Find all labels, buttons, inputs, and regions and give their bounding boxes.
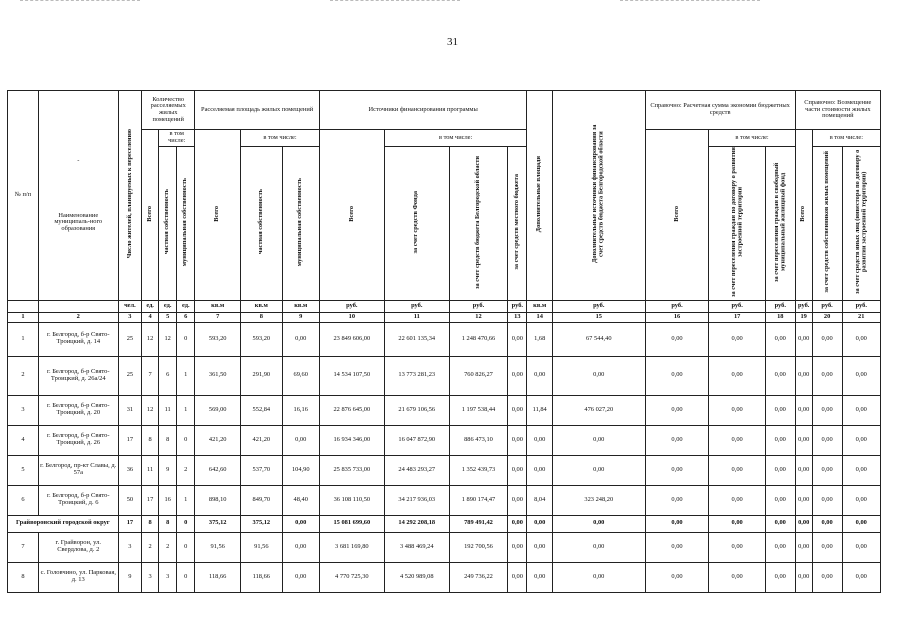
table-row [8,532,881,562]
table-cell: 16,16 [282,395,319,425]
area-municipal-header [282,147,319,301]
table-row [8,356,881,395]
table-cell: 0,00 [765,356,795,395]
unit-cell: кв.м [241,300,283,312]
table-cell: 12 [142,395,159,425]
unit-cell: руб. [384,300,449,312]
table-row [8,485,881,515]
table-cell: 9 [159,455,177,485]
rooms-total-label: Всего [145,205,153,222]
table-cell: 8 [159,425,177,455]
col-residents-header [118,91,141,301]
fin-fund-header [384,147,449,301]
table-cell: 24 483 293,27 [384,455,449,485]
table-cell: 2 [177,455,195,485]
cell-address: г. Белгород, б-р Свято-Троицкий, д. 26 [38,425,118,455]
table-cell: 0,00 [645,485,709,515]
table-cell: 50 [118,485,141,515]
table-cell: 91,56 [195,532,241,562]
table-cell: 118,66 [241,562,283,592]
table-cell: 0,00 [842,425,881,455]
subtotal-cell: 17 [118,515,141,532]
ref1-group-header: Справочно: Расчетная сумма экономии бюджетных средств [645,91,795,130]
table-cell: 0,00 [552,455,645,485]
rooms-group-header: Количество расселяемых жилых помещений [142,91,195,130]
table-cell: 0,00 [645,532,709,562]
table-cell: 0,00 [645,395,709,425]
table-cell: 0,00 [552,425,645,455]
table-cell: 67 544,40 [552,322,645,356]
table-row [8,322,881,356]
table-cell: 48,40 [282,485,319,515]
table-cell: 0,00 [795,455,812,485]
units-row [8,300,881,312]
table-cell: 1 [177,395,195,425]
table-cell: 0,00 [508,395,527,425]
table-cell: 291,90 [241,356,283,395]
table-cell: 0,00 [812,455,842,485]
col-number: 8 [241,312,283,322]
table-cell: 0,00 [795,425,812,455]
unit-cell: руб. [552,300,645,312]
area-group-header: Расселяемая площадь жилых помещений [195,91,320,130]
table-cell: 0,00 [527,562,553,592]
table-row [8,425,881,455]
scan-artifact-line [20,0,140,2]
table-cell: 12 [142,322,159,356]
rooms-private-label: частная собственность [163,189,171,255]
ref2-a-label: за счет средств собственников жилых помещений [822,151,830,293]
col-number: 3 [118,312,141,322]
col-number: 20 [812,312,842,322]
subtotal-cell: 0,00 [645,515,709,532]
cell-no: 4 [8,425,39,455]
table-cell: 7 [142,356,159,395]
unit-cell: ед. [177,300,195,312]
ref1-b-header [765,147,795,301]
table-cell: 0,00 [527,356,553,395]
table-cell: 0,00 [765,485,795,515]
finance-group-header: Источники финансирования программы [319,91,527,130]
table-cell: 0 [177,425,195,455]
col-number: 11 [384,312,449,322]
table-cell: 0,00 [795,322,812,356]
col-number: 15 [552,312,645,322]
ref1-total-label: Всего [672,205,680,222]
table-cell: 23 849 606,00 [319,322,384,356]
table-cell: 3 488 469,24 [384,532,449,562]
table-cell: 421,20 [241,425,283,455]
subtotal-cell: 0,00 [508,515,527,532]
table-cell: 0,00 [645,322,709,356]
table-cell: 0,00 [812,532,842,562]
table-cell: 9 [118,562,141,592]
table-cell: 2 [142,532,159,562]
fin-local-label: за счет средств местного бюджета [513,174,521,270]
col-number: 9 [282,312,319,322]
fin-local-header [508,147,527,301]
table-cell: 69,60 [282,356,319,395]
table-cell: 0,00 [795,532,812,562]
table-cell: 3 [159,562,177,592]
table-row [8,455,881,485]
column-number-row [8,312,881,322]
subtotal-cell: 0,00 [765,515,795,532]
table-cell: 898,10 [195,485,241,515]
table-cell: 0,00 [812,356,842,395]
subtotal-cell: 15 081 699,60 [319,515,384,532]
cell-address: г. Грайворон, ул. Свердлова, д. 2 [38,532,118,562]
rooms-incl-header: в том числе: [159,130,195,147]
table-cell: 1 248 470,66 [449,322,508,356]
table-cell: 11 [159,395,177,425]
unit-cell: руб. [812,300,842,312]
table-cell: 36 [118,455,141,485]
table-cell: 0,00 [795,395,812,425]
table-cell: 886 473,10 [449,425,508,455]
col-number: 4 [142,312,159,322]
subtotal-cell: 789 491,42 [449,515,508,532]
table-cell: 593,20 [195,322,241,356]
table-cell: 1 [177,356,195,395]
col-extra-area-header [527,91,553,301]
units-blank [8,300,39,312]
table-cell: 0,00 [842,356,881,395]
table-cell: 0,00 [842,395,881,425]
table-cell: 1 352 439,73 [449,455,508,485]
table-cell: 11 [142,455,159,485]
table-cell: 0,00 [645,425,709,455]
subtotal-cell: 0,00 [795,515,812,532]
extra-fin-label: Дополнительные источники финансирования за счет средств бюджета Белгородской области [591,124,605,264]
col-number: 6 [177,312,195,322]
col-number: 16 [645,312,709,322]
scan-artifact-line [620,0,760,2]
table-cell: 192 700,56 [449,532,508,562]
table-cell: 0,00 [552,532,645,562]
table-cell: 8 [142,425,159,455]
table-cell: 1 890 174,47 [449,485,508,515]
table-cell: 12 [159,322,177,356]
col-number: 10 [319,312,384,322]
table-cell: 361,50 [195,356,241,395]
unit-cell: кв.м [527,300,553,312]
table-cell: 0,00 [645,562,709,592]
subtotal-cell: 8 [142,515,159,532]
table-cell: 16 [159,485,177,515]
table-cell: 22 601 135,34 [384,322,449,356]
table-cell: 0,00 [812,425,842,455]
col-number: 5 [159,312,177,322]
table-cell: 21 679 106,56 [384,395,449,425]
table-cell: 11,84 [527,395,553,425]
ref2-a-header [812,147,842,301]
unit-cell: руб. [842,300,881,312]
table-cell: 0,00 [765,425,795,455]
table-cell: 569,00 [195,395,241,425]
table-cell: 0,00 [842,322,881,356]
col-mun-name-header [38,91,118,301]
unit-cell: руб. [645,300,709,312]
col-number: 7 [195,312,241,322]
table-cell: 36 108 110,50 [319,485,384,515]
table-cell: 3 [118,532,141,562]
rooms-private-header [159,147,177,301]
ref1-b-label: за счет переселения граждан в свободный муниципальный жилищный фонд [772,162,787,282]
area-private-header [241,147,283,301]
fin-incl-header: в том числе: [384,130,527,147]
rooms-municipal-label: муниципальная собственность [181,177,189,267]
table-cell: 0,00 [812,395,842,425]
table-cell: 760 826,27 [449,356,508,395]
units-blank [38,300,118,312]
subtotal-cell: 8 [159,515,177,532]
table-cell: 0 [177,532,195,562]
table-cell: 14 534 107,50 [319,356,384,395]
table-cell: 25 835 733,00 [319,455,384,485]
cell-address: г. Белгород, б-р Свято-Троицкий, д. 6 [38,485,118,515]
fin-fund-label: за счет средств Фонда [412,190,420,254]
col-number: 14 [527,312,553,322]
table-cell: 17 [142,485,159,515]
table-cell: 0,00 [842,455,881,485]
table-cell: 2 [159,532,177,562]
table-cell: 0,00 [709,425,765,455]
col-number: 1 [8,312,39,322]
cell-no: 8 [8,562,39,592]
subtotal-cell: 0,00 [812,515,842,532]
table-cell: 13 773 281,23 [384,356,449,395]
ref1-a-header [709,147,765,301]
table-cell: 0,00 [765,395,795,425]
col-number: 2 [38,312,118,322]
table-cell: 34 217 936,03 [384,485,449,515]
table-cell: 0,00 [765,532,795,562]
table-row [8,562,881,592]
table-cell: 593,20 [241,322,283,356]
resettlement-table [7,90,881,593]
table-cell: 0 [177,322,195,356]
table-cell: 16 047 872,90 [384,425,449,455]
cell-no: 3 [8,395,39,425]
table-cell: 25 [118,322,141,356]
table-cell: 0,00 [795,356,812,395]
table-cell: 22 876 645,00 [319,395,384,425]
unit-cell: руб. [508,300,527,312]
table-cell: 1 [177,485,195,515]
table-cell: 0,00 [812,562,842,592]
table-cell: 0,00 [812,322,842,356]
table-cell: 0,00 [842,532,881,562]
ref2-incl-header: в том числе: [812,130,880,147]
table-cell: 0,00 [795,485,812,515]
table-cell: 8,04 [527,485,553,515]
cell-no: 5 [8,455,39,485]
subtotal-cell: 14 292 208,18 [384,515,449,532]
area-total-label: Всего [213,205,221,222]
col-number: 18 [765,312,795,322]
extra-area-label: Дополнительные площади [535,155,543,233]
table-cell: 3 681 169,80 [319,532,384,562]
ref1-total-header [645,130,709,301]
table-row [8,395,881,425]
fin-region-label: за счет средств бюджета Белгородской области [474,155,482,289]
table-cell: 0,00 [282,532,319,562]
table-cell: 4 520 989,08 [384,562,449,592]
table-cell: 25 [118,356,141,395]
col-number: 13 [508,312,527,322]
table-cell: 0,00 [812,485,842,515]
col-number: 17 [709,312,765,322]
table-cell: 0,00 [282,322,319,356]
unit-cell: руб. [319,300,384,312]
subtotal-cell: 0,00 [527,515,553,532]
table-cell: 0,00 [508,322,527,356]
table-cell: 0,00 [527,455,553,485]
ref2-group-header: Справочно: Возмещение части стоимости жилых помещений [795,91,880,130]
table-cell: 0,00 [709,455,765,485]
fin-total-label: Всего [347,205,355,222]
table-cell: 0,00 [508,532,527,562]
page-number: 31 [447,36,458,48]
table-cell: 118,66 [195,562,241,592]
ref2-b-header [842,147,881,301]
unit-cell: руб. [765,300,795,312]
subtotal-cell: 0,00 [552,515,645,532]
table-cell: 1 197 538,44 [449,395,508,425]
table-cell: 642,60 [195,455,241,485]
table-cell: 0,00 [765,562,795,592]
unit-cell: ед. [159,300,177,312]
table-cell: 0 [177,562,195,592]
table-cell: 421,20 [195,425,241,455]
table-cell: 249 736,22 [449,562,508,592]
residents-label: Число жителей, планируемых к переселению [125,129,133,259]
cell-no: 1 [8,322,39,356]
subtotal-cell: 0,00 [282,515,319,532]
cell-no: 6 [8,485,39,515]
table-cell: 0,00 [508,356,527,395]
table-cell: 0,00 [508,455,527,485]
table-cell: 537,70 [241,455,283,485]
table-cell: 0,00 [709,322,765,356]
table-cell: 1,68 [527,322,553,356]
table-cell: 0,00 [709,356,765,395]
fin-total-header [319,130,384,301]
cell-no: 2 [8,356,39,395]
table-cell: 0,00 [645,455,709,485]
table-cell: 0,00 [508,485,527,515]
subtotal-cell: 0,00 [709,515,765,532]
rooms-municipal-header [177,147,195,301]
table-cell: 552,84 [241,395,283,425]
table-cell: 0,00 [709,532,765,562]
ref2-total-label: Всего [799,205,807,222]
ref2-b-label: за счет средств иных лиц (инвестора по договору о развитии застроенной территории) [853,149,868,295]
table-cell: 0,00 [709,395,765,425]
table-cell: 0,00 [645,356,709,395]
ref1-a-label: за счет переселения граждан по договору о развитии застроенной территории [729,147,744,297]
table-cell: 31 [118,395,141,425]
table-cell: 91,56 [241,532,283,562]
mun-name-label: Наименование муниципаль-ного образования [54,211,103,233]
table-cell: 0,00 [765,455,795,485]
table-cell: 17 [118,425,141,455]
unit-cell: руб. [795,300,812,312]
table-cell: 476 027,20 [552,395,645,425]
unit-cell: кв.м [282,300,319,312]
rooms-total-header [142,130,159,301]
table-cell: 849,70 [241,485,283,515]
subtotal-cell: 0,00 [842,515,881,532]
col-extra-fin-header [552,91,645,301]
table-cell: 0,00 [527,532,553,562]
table-cell: 4 770 725,30 [319,562,384,592]
table-cell: 323 248,20 [552,485,645,515]
unit-cell: кв.м [195,300,241,312]
unit-cell: руб. [709,300,765,312]
table-cell: 0,00 [527,425,553,455]
unit-cell: ед. [142,300,159,312]
area-municipal-label: муниципальная собственность [296,177,304,267]
district-name: Грайворонский городской округ [8,515,119,532]
table-cell: 0,00 [552,562,645,592]
col-number: 19 [795,312,812,322]
table-cell: 0,00 [282,562,319,592]
ref1-incl-header: в том числе: [709,130,795,147]
subtotal-cell: 0 [177,515,195,532]
subtotal-cell: 375,12 [195,515,241,532]
fin-region-header [449,147,508,301]
table-cell: 16 934 346,00 [319,425,384,455]
table-cell: 6 [159,356,177,395]
table-cell: 0,00 [842,485,881,515]
table-cell: 104,90 [282,455,319,485]
area-private-label: частная собственность [257,189,265,255]
cell-address: г. Белгород, б-р Свято-Троицкий, д. 20 [38,395,118,425]
area-total-header [195,130,241,301]
unit-cell: руб. [449,300,508,312]
table-cell: 0,00 [552,356,645,395]
table-cell: 0,00 [282,425,319,455]
subtotal-cell: 375,12 [241,515,283,532]
cell-address: г. Белгород, б-р Свято-Троицкий, д. 26а/24 [38,356,118,395]
col-number: 21 [842,312,881,322]
table-cell: 0,00 [842,562,881,592]
table-cell: 0,00 [795,562,812,592]
table-cell: 0,00 [508,562,527,592]
dash-mark: - [77,156,80,164]
scan-artifact-line [330,0,460,2]
col-number: 12 [449,312,508,322]
cell-address: г. Белгород, б-р Свято-Троицкий, д. 14 [38,322,118,356]
table-cell: 0,00 [508,425,527,455]
table-cell: 0,00 [765,322,795,356]
cell-no: 7 [8,532,39,562]
table-cell: 0,00 [709,562,765,592]
header-row-1 [8,91,881,130]
cell-address: г. Белгород, пр-кт Славы, д. 57а [38,455,118,485]
col-no-header: № п/п [8,91,39,301]
district-subtotal-row [8,515,881,532]
area-incl-header: в том числе: [241,130,320,147]
unit-cell: чел. [118,300,141,312]
table-cell: 0,00 [709,485,765,515]
ref2-total-header [795,130,812,301]
table-cell: 3 [142,562,159,592]
cell-address: с. Головчино, ул. Парковая, д. 13 [38,562,118,592]
